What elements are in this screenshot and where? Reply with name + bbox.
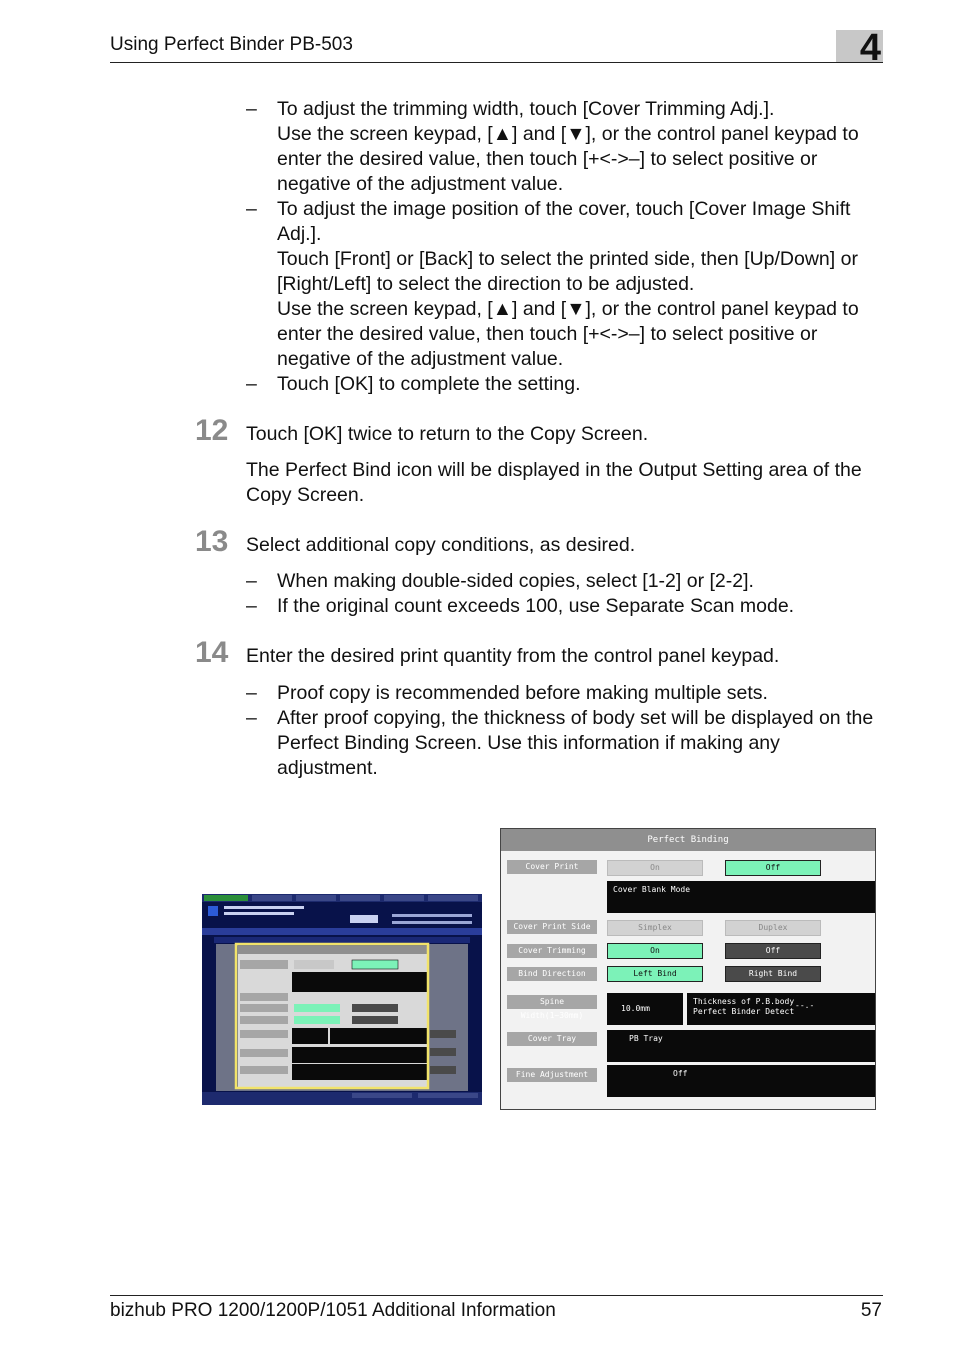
bullet-detail: Use the screen keypad, [▲] and [▼], or the control panel keypad to enter the desired value, then touch [+<->–] to select positive or negative of the adjustment value. [277,123,859,195]
bind-direction-label: Bind Direction [507,967,597,981]
bullet-detail: Touch [Front] or [Back] to select the printed side, then [Up/Down] or [Right/Left] to select the direction to be adjusted. [277,248,858,295]
footer-title: bizhub PRO 1200/1200P/1051 Additional Information [110,1300,556,1321]
bullet-text: After proof copying, the thickness of body set will be displayed on the Perfect Binding Screen. Use this information if making any adjustment. [277,707,874,779]
fine-adjustment-label: Fine Adjustment [507,1068,597,1082]
list-item: – Touch [OK] to complete the setting. [246,372,886,397]
cover-tray-value[interactable]: PB Tray [607,1030,875,1062]
header-title: Using Perfect Binder PB-503 [110,34,353,55]
bullet-text: To adjust the trimming width, touch [Cover Trimming Adj.]. [277,98,775,120]
thickness-line1: Thickness of P.B.body [693,997,795,1006]
list-item: – When making double-sided copies, select [1-2] or [2-2]. [246,569,886,594]
bullet-text: When making double-sided copies, select [1-2] or [2-2]. [277,570,754,592]
cover-print-label: Cover Print [507,860,597,874]
list-item: – Proof copy is recommended before making multiple sets. [246,681,886,706]
thickness-line2: Perfect Binder Detect [693,1007,795,1016]
screen-title: Perfect Binding [501,829,875,851]
cover-trimming-label: Cover Trimming [507,944,597,958]
right-bind-button[interactable]: Right Bind [725,966,821,982]
thumbnail-graphic [202,894,482,1105]
bullet-text: If the original count exceeds 100, use Separate Scan mode. [277,595,795,617]
fine-adjustment-value[interactable]: Off [607,1065,875,1097]
spine-width-label: Spine Width(1~30mm) [507,995,597,1009]
left-bind-button[interactable]: Left Bind [607,966,703,982]
step-number: 14 [195,636,229,669]
list-item: – To adjust the trimming width, touch [Cover Trimming Adj.]. Use the screen keypad, [▲] and [▼], or the control panel keypad to enter the desired value, then touch [+<->–] to select positive or negative of the adjustment value. [246,97,886,197]
bullet-text: Touch [OK] to complete the setting. [277,373,581,395]
cover-trimming-on-button[interactable]: On [607,943,703,959]
chapter-tab [836,27,883,69]
simplex-button[interactable]: Simplex [607,920,703,936]
step-text: Select additional copy conditions, as desired. [246,534,636,556]
cover-tray-label: Cover Tray [507,1032,597,1046]
duplex-button[interactable]: Duplex [725,920,821,936]
spine-width-value[interactable]: 10.0mm [607,993,683,1025]
cover-print-side-label: Cover Print Side [507,920,597,934]
header-rule [110,62,883,63]
page-number: 57 [860,1300,882,1321]
step-note: The Perfect Bind icon will be displayed in the Output Setting area of the Copy Screen. [246,459,862,506]
cover-blank-mode-display: Cover Blank Mode [607,881,875,913]
bullet-detail: Use the screen keypad, [▲] and [▼], or the control panel keypad to enter the desired value, then touch [+<->–] to select positive or negative of the adjustment value. [277,298,859,370]
copy-screen-thumbnail [202,894,482,1105]
step-number: 13 [195,525,229,558]
perfect-binding-screen [500,828,876,1110]
list-item: – If the original count exceeds 100, use Separate Scan mode. [246,594,886,619]
cover-print-on-button[interactable]: On [607,860,703,876]
list-item: – To adjust the image position of the cover, touch [Cover Image Shift Adj.]. Touch [Front] or [Back] to select the printed side, then [Up/Down] or [Right/Left] to select the direction to be adjusted. Use the screen keypad, [▲] and [▼], or the control panel keypad to enter the desired value, then touch [+<->–] to select positive or negative of the adjustment value. [246,197,886,372]
cover-print-off-button[interactable]: Off [725,860,821,876]
list-item: – After proof copying, the thickness of body set will be displayed on the Perfect Binding Screen. Use this information if making any adjustment. [246,706,886,781]
footer-rule [110,1295,883,1296]
bullet-text: To adjust the image position of the cover, touch [Cover Image Shift Adj.]. [277,198,851,245]
step-text: Touch [OK] twice to return to the Copy Screen. [246,423,649,445]
chapter-number: 4 [859,27,881,69]
step-number: 12 [195,414,229,447]
step-text: Enter the desired print quantity from the control panel keypad. [246,645,780,667]
thickness-value: --.- [795,1001,815,1010]
bullet-text: Proof copy is recommended before making multiple sets. [277,682,768,704]
thickness-display [687,993,875,1025]
cover-trimming-off-button[interactable]: Off [725,943,821,959]
